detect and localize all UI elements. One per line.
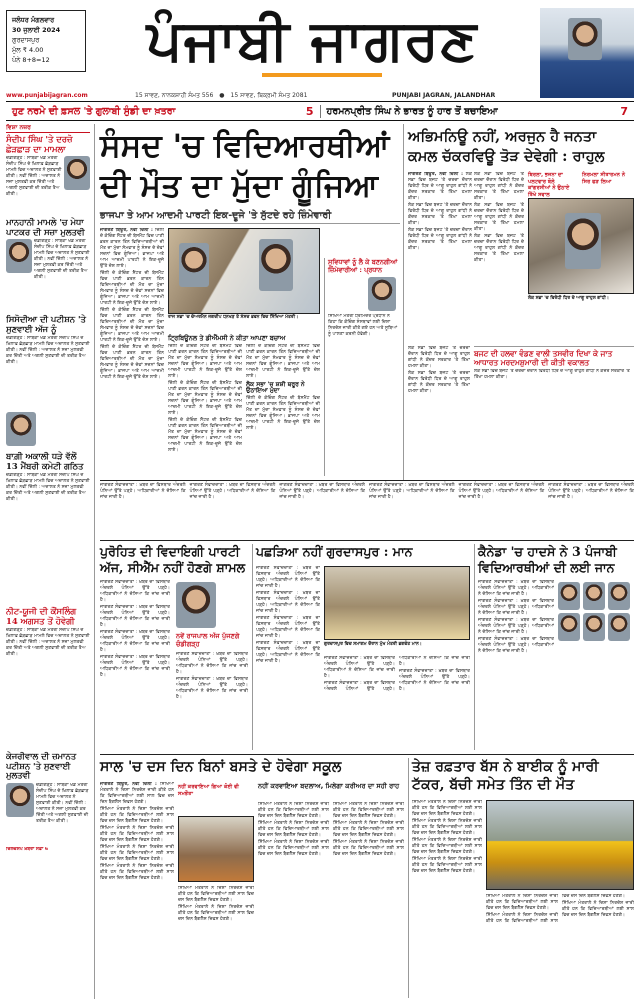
samvat2: 15 ਸਾਵਣ, ਬਿਕ੍ਰਮੀ ਸੰਮਤ 2081 bbox=[230, 92, 308, 99]
lead-dateline: ਜਾਗਰਣ ਬਿਊਰੋ, ਨਵੀਂ ਦਿੱਲੀ : bbox=[100, 228, 153, 233]
lead-column-2 bbox=[168, 344, 242, 476]
lead-col2-b: ਦਿੱਲੀ ਦੇ ਕੋਚਿੰਗ ਸੈਂਟਰ ਦੀ ਬੇਸਮੈਂਟ ਵਿਚ ਪਾਣੀ ਭਰਨ ਕਾਰਨ ਤਿੰਨ ਵਿਦਿਆਰਥੀਆਂ ਦੀ ਮੌਤ ਦਾ ਮੁੱਦਾ ਸੋਮਵਾਰ ਨੂੰ ਸੰਸਦ ਦੇ ਦੋਵਾਂ ਸਦਨਾਂ ਵਿਚ ਗੂੰਜਿਆ। ਭਾਜਪਾ ਅਤੇ ਆਮ ਆਦਮੀ ਪਾਰਟੀ ਨੇ ਇਕ-ਦੂਜੇ ਉੱਤੇ ਦੋਸ਼ ਲਾਏ। bbox=[168, 381, 242, 416]
purohit-body-6: ਜਾਗਰਣ ਸੰਵਾਦਦਾਤਾ : ਖ਼ਬਰ ਦਾ ਵਿਸਥਾਰ ਅੰਦਰਲੇ ਪੰਨਿਆਂ ਉੱਤੇ ਪੜ੍ਹੋ। ਅਧਿਕਾਰੀਆਂ ਨੇ ਦੱਸਿਆ ਕਿ ਜਾਂਚ ਜਾਰੀ ਹੈ। bbox=[176, 677, 248, 700]
mid-row-b: ਜਾਗਰਣ ਸੰਵਾਦਦਾਤਾ : ਖ਼ਬਰ ਦਾ ਵਿਸਥਾਰ ਅੰਦਰਲੇ ਪੰਨਿਆਂ ਉੱਤੇ ਪੜ੍ਹੋ। ਅਧਿਕਾਰੀਆਂ ਨੇ ਦੱਸਿਆ ਕਿ ਜਾਂਚ ਜਾਰੀ ਹੈ। bbox=[189, 483, 276, 500]
mann-photo-caption: ਗੁਰਦਾਸਪੁਰ ਵਿਚ ਸਮਾਗਮ ਦੌਰਾਨ ਮੁੱਖ ਮੰਤਰੀ ਭਗਵੰਤ ਮਾਨ। bbox=[324, 642, 422, 647]
right-divider bbox=[403, 124, 404, 480]
school-body-12: ਸਿੱਖਿਆ ਮੰਤਰਾਲੇ ਨੇ ਦਿਸ਼ਾ ਨਿਰਦੇਸ਼ ਜਾਰੀ ਕੀਤੇ ਹਨ ਕਿ ਵਿਦਿਆਰਥੀਆਂ ਲਈ ਸਾਲ ਵਿਚ ਦਸ ਦਿਨ ਬੈਗਲੈੱਸ ਦਿਵਸ ਹੋਣਗੇ। bbox=[333, 821, 404, 838]
mann-body-7: ਜਾਗਰਣ ਸੰਵਾਦਦਾਤਾ : ਖ਼ਬਰ ਦਾ ਵਿਸਥਾਰ ਅੰਦਰਲੇ ਪੰਨਿਆਂ ਉੱਤੇ ਪੜ੍ਹੋ। ਅਧਿਕਾਰੀਆਂ ਨੇ ਦੱਸਿਆ ਕਿ ਜਾਂਚ ਜਾਰੀ ਹੈ। bbox=[399, 669, 470, 692]
purohit-body-5: ਜਾਗਰਣ ਸੰਵਾਦਦਾਤਾ : ਖ਼ਬਰ ਦਾ ਵਿਸਥਾਰ ਅੰਦਰਲੇ ਪੰਨਿਆਂ ਉੱਤੇ ਪੜ੍ਹੋ। ਅਧਿਕਾਰੀਆਂ ਨੇ ਦੱਸਿਆ ਕਿ ਜਾਂਚ ਜਾਰੀ ਹੈ। bbox=[176, 652, 248, 675]
sidebar-body1: ਚੰਡੀਗੜ੍ਹ : ਸਾਬਕਾ ਖੇਡ ਮੰਤਰੀ ਸੰਦੀਪ ਸਿੰਘ ਦੇ ਖ਼ਿਲਾਫ਼ ਛੇੜਛਾੜ ਮਾਮਲੇ ਵਿਚ ਅਦਾਲਤ ਨੇ ਸੁਣਵਾਈ ਕੀਤੀ। ਨਵੀਂ ਦਿੱਲੀ : ਅਦਾਲਤ ਨੇ ਸਜ਼ਾ ਮੁਲਤਵੀ ਕਰ ਦਿੱਤੀ ਅਤੇ ਅਗਲੀ ਸੁਣਵਾਈ ਦੀ ਤਰੀਕ ਤੈਅ ਕੀਤੀ। bbox=[6, 156, 62, 197]
school-dateline: ਜਾਗਰਣ ਬਿਊਰੋ, ਨਵੀਂ ਦਿੱਲੀ : bbox=[100, 782, 157, 787]
teaser-left-page: 5 bbox=[305, 104, 314, 118]
rahul-body-2: ਲੋਕ ਸਭਾ ਵਿਚ ਬਜਟ 'ਤੇ ਚਰਚਾ ਦੌਰਾਨ ਵਿਰੋਧੀ ਧਿਰ ਦੇ ਆਗੂ ਰਾਹੁਲ ਗਾਂਧੀ ਨੇ ਕੇਂਦਰ ਸਰਕਾਰ 'ਤੇ ਤਿੱਖਾ ਹਮਲਾ ਕੀਤਾ। bbox=[408, 203, 472, 226]
athlete-face bbox=[568, 18, 602, 60]
rahul-photo-caption: ਲੋਕ ਸਭਾ 'ਚ ਵਿਰੋਧੀ ਧਿਰ ਦੇ ਆਗੂ ਰਾਹੁਲ ਗਾਂਧੀ। bbox=[528, 296, 609, 301]
rahul-face bbox=[565, 213, 601, 269]
canada-photos bbox=[558, 582, 634, 750]
mann-body-3: ਜਾਗਰਣ ਸੰਵਾਦਦਾਤਾ : ਖ਼ਬਰ ਦਾ ਵਿਸਥਾਰ ਅੰਦਰਲੇ ਪੰਨਿਆਂ ਉੱਤੇ ਪੜ੍ਹੋ। ਅਧਿਕਾਰੀਆਂ ਨੇ ਦੱਸਿਆ ਕਿ ਜਾਂਚ ਜਾਰੀ ਹੈ। bbox=[256, 616, 320, 639]
sidebar-section: ਵਿਸ਼ਾ ਨਜ਼ਰ bbox=[6, 124, 90, 133]
lead-photo-caption: ਰਾਜ ਸਭਾ 'ਚ ਚੇਅਰਮੈਨ ਜਗਦੀਪ ਧਨਖੜ ਤੇ ਸੰਸਦ ਭਵਨ ਵਿਚ ਸਿੱਖਿਆ ਮੰਤਰੀ। bbox=[168, 315, 299, 320]
mann-photo bbox=[324, 566, 470, 640]
sidebar-body4: ਚੰਡੀਗੜ੍ਹ : ਸਾਬਕਾ ਖੇਡ ਮੰਤਰੀ ਸੰਦੀਪ ਸਿੰਘ ਦੇ ਖ਼ਿਲਾਫ਼ ਛੇੜਛਾੜ ਮਾਮਲੇ ਵਿਚ ਅਦਾਲਤ ਨੇ ਸੁਣਵਾਈ ਕੀਤੀ। ਨਵੀਂ ਦਿੱਲੀ : ਅਦਾਲਤ ਨੇ ਸਜ਼ਾ ਮੁਲਤਵੀ ਕਰ ਦਿੱਤੀ ਅਤੇ ਅਗਲੀ ਸੁਣਵਾਈ ਦੀ ਤਰੀਕ ਤੈਅ ਕੀਤੀ। bbox=[6, 473, 90, 502]
rahul-kicker[interactable]: ਅਭਿਮਨਿਊ ਨਹੀਂ, ਅਰਜੁਨ ਹੈ ਜਨਤਾ bbox=[408, 128, 597, 145]
school-body-3: ਸਿੱਖਿਆ ਮੰਤਰਾਲੇ ਨੇ ਦਿਸ਼ਾ ਨਿਰਦੇਸ਼ ਜਾਰੀ ਕੀਤੇ ਹਨ ਕਿ ਵਿਦਿਆਰਥੀਆਂ ਲਈ ਸਾਲ ਵਿਚ ਦਸ ਦਿਨ ਬੈਗਲੈੱਸ ਦਿਵਸ ਹੋਣਗੇ। bbox=[100, 826, 174, 843]
date-box bbox=[6, 10, 86, 72]
sidebar-body2: ਚੰਡੀਗੜ੍ਹ : ਸਾਬਕਾ ਖੇਡ ਮੰਤਰੀ ਸੰਦੀਪ ਸਿੰਘ ਦੇ ਖ਼ਿਲਾਫ਼ ਛੇੜਛਾੜ ਮਾਮਲੇ ਵਿਚ ਅਦਾਲਤ ਨੇ ਸੁਣਵਾਈ ਕੀਤੀ। ਨਵੀਂ ਦਿੱਲੀ : ਅਦਾਲਤ ਨੇ ਸਜ਼ਾ ਮੁਲਤਵੀ ਕਰ ਦਿੱਤੀ ਅਤੇ ਅਗਲੀ ਸੁਣਵਾਈ ਦੀ ਤਰੀਕ ਤੈਅ ਕੀਤੀ। bbox=[34, 239, 90, 280]
lead-column-3 bbox=[246, 344, 320, 476]
bus-headline[interactable]: ਤੇਜ਼ ਰਫ਼ਤਾਰ ਬੱਸ ਨੇ ਬਾਈਕ ਨੂੰ ਮਾਰੀ ਟੱਕਰ, ਬੱਚੀ ਸਮੇਤ ਤਿੰਨ ਦੀ ਮੌਤ bbox=[412, 759, 599, 793]
rahul-dateline: ਜਾਗਰਣ ਬਿਊਰੋ, ਨਵੀਂ ਦਿੱਲੀ : bbox=[408, 172, 464, 177]
canada-photo-1 bbox=[558, 582, 580, 610]
bus-body-7: ਸਿੱਖਿਆ ਮੰਤਰਾਲੇ ਨੇ ਦਿਸ਼ਾ ਨਿਰਦੇਸ਼ ਜਾਰੀ ਕੀਤੇ ਹਨ ਕਿ ਵਿਦਿਆਰਥੀਆਂ ਲਈ ਸਾਲ ਵਿਚ ਦਸ ਦਿਨ ਬੈਗਲੈੱਸ ਦਿਵਸ ਹੋਣਗੇ। bbox=[562, 901, 634, 918]
sidebar bbox=[6, 124, 90, 999]
sidebar-h2[interactable]: ਮਾਨਹਾਨੀ ਮਾਮਲੇ 'ਚ ਮੇਧਾ ਪਾਟਕਰ ਦੀ ਸਜ਼ਾ ਮੁਲਤਵੀ bbox=[6, 217, 85, 237]
sidebar-photo-2 bbox=[6, 239, 32, 273]
lead-col2-c: ਦਿੱਲੀ ਦੇ ਕੋਚਿੰਗ ਸੈਂਟਰ ਦੀ ਬੇਸਮੈਂਟ ਵਿਚ ਪਾਣੀ ਭਰਨ ਕਾਰਨ ਤਿੰਨ ਵਿਦਿਆਰਥੀਆਂ ਦੀ ਮੌਤ ਦਾ ਮੁੱਦਾ ਸੋਮਵਾਰ ਨੂੰ ਸੰਸਦ ਦੇ ਦੋਵਾਂ ਸਦਨਾਂ ਵਿਚ ਗੂੰਜਿਆ। ਭਾਜਪਾ ਅਤੇ ਆਮ ਆਦਮੀ ਪਾਰਟੀ ਨੇ ਇਕ-ਦੂਜੇ ਉੱਤੇ ਦੋਸ਼ ਲਾਏ। bbox=[168, 418, 242, 453]
rahul-column-1 bbox=[408, 172, 472, 340]
bus-column-1 bbox=[412, 800, 482, 998]
school-body-4: ਸਿੱਖਿਆ ਮੰਤਰਾਲੇ ਨੇ ਦਿਸ਼ਾ ਨਿਰਦੇਸ਼ ਜਾਰੀ ਕੀਤੇ ਹਨ ਕਿ ਵਿਦਿਆਰਥੀਆਂ ਲਈ ਸਾਲ ਵਿਚ ਦਸ ਦਿਨ ਬੈਗਲੈੱਸ ਦਿਵਸ ਹੋਣਗੇ। bbox=[100, 845, 174, 862]
budget-box-body: ਲੋਕ ਸਭਾ ਵਿਚ ਬਜਟ 'ਤੇ ਚਰਚਾ ਦੌਰਾਨ ਵਿਰੋਧੀ ਧਿਰ ਦੇ ਆਗੂ ਰਾਹੁਲ ਗਾਂਧੀ ਨੇ ਕੇਂਦਰ ਸਰਕਾਰ 'ਤੇ ਤਿੱਖਾ ਹਮਲਾ ਕੀਤਾ। bbox=[474, 369, 630, 380]
lead-body-3: ਦਿੱਲੀ ਦੇ ਕੋਚਿੰਗ ਸੈਂਟਰ ਦੀ ਬੇਸਮੈਂਟ ਵਿਚ ਪਾਣੀ ਭਰਨ ਕਾਰਨ ਤਿੰਨ ਵਿਦਿਆਰਥੀਆਂ ਦੀ ਮੌਤ ਦਾ ਮੁੱਦਾ ਸੋਮਵਾਰ ਨੂੰ ਸੰਸਦ ਦੇ ਦੋਵਾਂ ਸਦਨਾਂ ਵਿਚ ਗੂੰਜਿਆ। ਭਾਜਪਾ ਅਤੇ ਆਮ ਆਦਮੀ ਪਾਰਟੀ ਨੇ ਇਕ-ਦੂਜੇ ਉੱਤੇ ਦੋਸ਼ ਲਾਏ। bbox=[100, 308, 164, 343]
date: 30 ਜੁਲਾਈ 2024 bbox=[12, 26, 61, 34]
sidebar-h6[interactable]: ਕੇਜਰੀਵਾਲ ਦੀ ਜ਼ਮਾਨਤ ਪਟੀਸ਼ਨ 'ਤੇ ਸੁਣਵਾਈ ਮੁਲਤਵੀ bbox=[6, 751, 77, 780]
rahul-column-3 bbox=[408, 346, 470, 476]
bus-body-3: ਸਿੱਖਿਆ ਮੰਤਰਾਲੇ ਨੇ ਦਿਸ਼ਾ ਨਿਰਦੇਸ਼ ਜਾਰੀ ਕੀਤੇ ਹਨ ਕਿ ਵਿਦਿਆਰਥੀਆਂ ਲਈ ਸਾਲ ਵਿਚ ਦਸ ਦਿਨ ਬੈਗਲੈੱਸ ਦਿਵਸ ਹੋਣਗੇ। bbox=[412, 838, 482, 855]
lead-photo-person-1 bbox=[179, 243, 209, 287]
purohit-headline[interactable]: ਪੁਰੋਹਿਤ ਦੀ ਵਿਦਾਇਗੀ ਪਾਰਟੀ ਅੱਜ, ਸੀਐੱਮ ਨਹੀਂ ਹੋਣਗੇ ਸ਼ਾਮਲ bbox=[100, 544, 246, 575]
lead-col3-b: ਦਿੱਲੀ ਦੇ ਕੋਚਿੰਗ ਸੈਂਟਰ ਦੀ ਬੇਸਮੈਂਟ ਵਿਚ ਪਾਣੀ ਭਰਨ ਕਾਰਨ ਤਿੰਨ ਵਿਦਿਆਰਥੀਆਂ ਦੀ ਮੌਤ ਦਾ ਮੁੱਦਾ ਸੋਮਵਾਰ ਨੂੰ ਸੰਸਦ ਦੇ ਦੋਵਾਂ ਸਦਨਾਂ ਵਿਚ ਗੂੰਜਿਆ। ਭਾਜਪਾ ਅਤੇ ਆਮ ਆਦਮੀ ਪਾਰਟੀ ਨੇ ਇਕ-ਦੂਜੇ ਉੱਤੇ ਦੋਸ਼ ਲਾਏ। bbox=[246, 396, 320, 431]
canada-body-1: ਜਾਗਰਣ ਸੰਵਾਦਦਾਤਾ : ਖ਼ਬਰ ਦਾ ਵਿਸਥਾਰ ਅੰਦਰਲੇ ਪੰਨਿਆਂ ਉੱਤੇ ਪੜ੍ਹੋ। ਅਧਿਕਾਰੀਆਂ ਨੇ ਦੱਸਿਆ ਕਿ ਜਾਂਚ ਜਾਰੀ ਹੈ। bbox=[478, 580, 554, 597]
edition: PUNJABI JAGRAN, JALANDHAR bbox=[392, 92, 496, 99]
bus-body-4: ਸਿੱਖਿਆ ਮੰਤਰਾਲੇ ਨੇ ਦਿਸ਼ਾ ਨਿਰਦੇਸ਼ ਜਾਰੀ ਕੀਤੇ ਹਨ ਕਿ ਵਿਦਿਆਰਥੀਆਂ ਲਈ ਸਾਲ ਵਿਚ ਦਸ ਦਿਨ ਬੈਗਲੈੱਸ ਦਿਵਸ ਹੋਣਗੇ। bbox=[412, 857, 482, 874]
bus-column-2 bbox=[486, 894, 634, 998]
rahul-body-6: ਲੋਕ ਸਭਾ ਵਿਚ ਬਜਟ 'ਤੇ ਚਰਚਾ ਦੌਰਾਨ ਵਿਰੋਧੀ ਧਿਰ ਦੇ ਆਗੂ ਰਾਹੁਲ ਗਾਂਧੀ ਨੇ ਕੇਂਦਰ ਸਰਕਾਰ 'ਤੇ ਤਿੱਖਾ ਹਮਲਾ ਕੀਤਾ। bbox=[474, 234, 524, 263]
purohit-body-4: ਜਾਗਰਣ ਸੰਵਾਦਦਾਤਾ : ਖ਼ਬਰ ਦਾ ਵਿਸਥਾਰ ਅੰਦਰਲੇ ਪੰਨਿਆਂ ਉੱਤੇ ਪੜ੍ਹੋ। ਅਧਿਕਾਰੀਆਂ ਨੇ ਦੱਸਿਆ ਕਿ ਜਾਂਚ ਜਾਰੀ ਹੈ। bbox=[100, 655, 170, 678]
sidebar-h1[interactable]: ਸੰਦੀਪ ਸਿੰਘ 'ਤੇ ਦਰਜ਼ੋ ਛੇੜਛਾੜ ਦਾ ਮਾਮਲਾ bbox=[6, 134, 73, 154]
rahul-photo bbox=[528, 198, 634, 294]
samvat1: 15 ਸਾਵਣ, ਨਾਨਕਸ਼ਾਹੀ ਸੰਮਤ 556 bbox=[135, 92, 214, 99]
canada-body-3: ਜਾਗਰਣ ਸੰਵਾਦਦਾਤਾ : ਖ਼ਬਰ ਦਾ ਵਿਸਥਾਰ ਅੰਦਰਲੇ ਪੰਨਿਆਂ ਉੱਤੇ ਪੜ੍ਹੋ। ਅਧਿਕਾਰੀਆਂ ਨੇ ਦੱਸਿਆ ਕਿ ਜਾਂਚ ਜਾਰੀ ਹੈ। bbox=[478, 618, 554, 635]
teaser-right-text: ਹਰਮਨਪ੍ਰੀਤ ਸਿੰਘ ਨੇ ਭਾਰਤ ਨੂੰ ਹਾਰ ਤੋਂ ਬਚਾਇਆ bbox=[326, 105, 498, 117]
teaser-left-text: ਹੁਣ ਨਰਮੇ ਦੀ ਫ਼ਸਲ 'ਤੇ ਗੁਲਾਬੀ ਸੁੰਡੀ ਦਾ ਖ਼ਤਰਾ bbox=[12, 105, 176, 117]
sidebar-h5[interactable]: ਨੀਟ-ਯੂਜੀ ਦੀ ਕੌਂਸਲਿੰਗ 14 ਅਗਸਤ ਤੋਂ ਹੋਵੇਗੀ bbox=[6, 606, 77, 626]
school-sub: ਨਹੀਂ ਕਰਵਾਇਆ ਗਿਆ ਕੋਈ ਵੀ ਸਮਝੌਤਾ bbox=[178, 784, 239, 797]
canada-photo-4 bbox=[558, 613, 580, 641]
date-place: ਜਲੰਧਰ ਮੰਗਲਵਾਰ bbox=[12, 16, 55, 24]
canada-photo-5 bbox=[583, 613, 605, 641]
lead-column-1 bbox=[100, 228, 164, 476]
sidebar-photo-1 bbox=[64, 156, 90, 190]
canada-body-4: ਜਾਗਰਣ ਸੰਵਾਦਦਾਤਾ : ਖ਼ਬਰ ਦਾ ਵਿਸਥਾਰ ਅੰਦਰਲੇ ਪੰਨਿਆਂ ਉੱਤੇ ਪੜ੍ਹੋ। ਅਧਿਕਾਰੀਆਂ ਨੇ ਦੱਸਿਆ ਕਿ ਜਾਂਚ ਜਾਰੀ ਹੈ। bbox=[478, 637, 554, 654]
mann-column bbox=[256, 566, 320, 750]
school-column-3 bbox=[258, 802, 404, 998]
middle-divider-2 bbox=[474, 544, 475, 750]
purohit-sub[interactable]: ਨਵੇਂ ਰਾਜਪਾਲ ਅੱਜ ਪੁੱਜਣਗੇ ਚੰਡੀਗੜ੍ਹ bbox=[176, 632, 240, 648]
budget-box bbox=[474, 346, 634, 476]
mid-row-text bbox=[100, 480, 634, 538]
teaser-strip bbox=[6, 101, 634, 121]
lead-box-title: ਸੁਵਿਧਾਵਾਂ ਨੂੰ ਲੈ ਕੇ ਬਣਨਗੀਆਂ ਜ਼ਿੰਮੇਵਾਰੀਆਂ : ਪ੍ਰਧਾਨ bbox=[328, 258, 398, 274]
teaser-right[interactable] bbox=[321, 105, 635, 118]
bottom-rule bbox=[100, 754, 634, 755]
website[interactable]: www.punjabijagran.com bbox=[6, 92, 88, 99]
masthead-orange-bar bbox=[262, 73, 382, 77]
bus-photo bbox=[486, 800, 634, 890]
sidebar-body6: ਚੰਡੀਗੜ੍ਹ : ਸਾਬਕਾ ਖੇਡ ਮੰਤਰੀ ਸੰਦੀਪ ਸਿੰਘ ਦੇ ਖ਼ਿਲਾਫ਼ ਛੇੜਛਾੜ ਮਾਮਲੇ ਵਿਚ ਅਦਾਲਤ ਨੇ ਸੁਣਵਾਈ ਕੀਤੀ। ਨਵੀਂ ਦਿੱਲੀ : ਅਦਾਲਤ ਨੇ ਸਜ਼ਾ ਮੁਲਤਵੀ ਕਰ ਦਿੱਤੀ ਅਤੇ ਅਗਲੀ ਸੁਣਵਾਈ ਦੀ ਤਰੀਕ ਤੈਅ ਕੀਤੀ। bbox=[36, 782, 89, 824]
bottom-divider bbox=[408, 758, 409, 998]
school-mid-head[interactable]: ਨਹੀਂ ਕਰਵਾਇਆ ਬਦਲਾਅ, ਮਿਲੇਗਾ ਕਰੀਅਰ ਦਾ ਸਹੀ ਰਾਹ bbox=[258, 782, 400, 790]
canada-photo-3 bbox=[608, 582, 630, 610]
rahul-body-1: ਲੋਕ ਸਭਾ ਵਿਚ ਬਜਟ 'ਤੇ ਚਰਚਾ ਦੌਰਾਨ ਵਿਰੋਧੀ ਧਿਰ ਦੇ ਆਗੂ ਰਾਹੁਲ ਗਾਂਧੀ ਨੇ ਕੇਂਦਰ ਸਰਕਾਰ 'ਤੇ ਤਿੱਖਾ ਹਮਲਾ ਕੀਤਾ। bbox=[408, 172, 472, 201]
lead-sub1[interactable]: ਟ੍ਰਿਬਿਊਨਲ ਤੇ ਡੀਐੱਮਸੀ ਨੇ ਕੀਤਾ ਆਪਣਾ ਬਚਾਅ bbox=[168, 334, 286, 342]
budget-box-title[interactable]: ਬਜਟ ਦੀ ਹਲਵਾ ਵੰਡਣ ਵਾਲੀ ਤਸਵੀਰ ਦਿਖਾ ਕੇ ਜਾਤ ਆਧਾਰਤ ਮਰਦਮਸ਼ੁਮਾਰੀ ਦੀ ਕੀਤੀ ਵਕਾਲਤ bbox=[474, 349, 613, 367]
mid-row-c: ਜਾਗਰਣ ਸੰਵਾਦਦਾਤਾ : ਖ਼ਬਰ ਦਾ ਵਿਸਥਾਰ ਅੰਦਰਲੇ ਪੰਨਿਆਂ ਉੱਤੇ ਪੜ੍ਹੋ। ਅਧਿਕਾਰੀਆਂ ਨੇ ਦੱਸਿਆ ਕਿ ਜਾਂਚ ਜਾਰੀ ਹੈ। bbox=[279, 483, 365, 500]
masthead-title: ਪੰਜਾਬੀ ਜਾਗਰਣ bbox=[146, 8, 478, 73]
school-body-11: ਸਿੱਖਿਆ ਮੰਤਰਾਲੇ ਨੇ ਦਿਸ਼ਾ ਨਿਰਦੇਸ਼ ਜਾਰੀ ਕੀਤੇ ਹਨ ਕਿ ਵਿਦਿਆਰਥੀਆਂ ਲਈ ਸਾਲ ਵਿਚ ਦਸ ਦਿਨ ਬੈਗਲੈੱਸ ਦਿਵਸ ਹੋਣਗੇ। bbox=[333, 802, 404, 819]
mann-body-4: ਜਾਗਰਣ ਸੰਵਾਦਦਾਤਾ : ਖ਼ਬਰ ਦਾ ਵਿਸਥਾਰ ਅੰਦਰਲੇ ਪੰਨਿਆਂ ਉੱਤੇ ਪੜ੍ਹੋ। ਅਧਿਕਾਰੀਆਂ ਨੇ ਦੱਸਿਆ ਕਿ ਜਾਂਚ ਜਾਰੀ ਹੈ। bbox=[256, 641, 320, 664]
lead-body-4: ਦਿੱਲੀ ਦੇ ਕੋਚਿੰਗ ਸੈਂਟਰ ਦੀ ਬੇਸਮੈਂਟ ਵਿਚ ਪਾਣੀ ਭਰਨ ਕਾਰਨ ਤਿੰਨ ਵਿਦਿਆਰਥੀਆਂ ਦੀ ਮੌਤ ਦਾ ਮੁੱਦਾ ਸੋਮਵਾਰ ਨੂੰ ਸੰਸਦ ਦੇ ਦੋਵਾਂ ਸਦਨਾਂ ਵਿਚ ਗੂੰਜਿਆ। ਭਾਜਪਾ ਅਤੇ ਆਮ ਆਦਮੀ ਪਾਰਟੀ ਨੇ ਇਕ-ਦੂਜੇ ਉੱਤੇ ਦੋਸ਼ ਲਾਏ। bbox=[100, 345, 164, 380]
canada-column bbox=[478, 580, 554, 750]
mann-body-6: ਜਾਗਰਣ ਸੰਵਾਦਦਾਤਾ : ਖ਼ਬਰ ਦਾ ਵਿਸਥਾਰ ਅੰਦਰਲੇ ਪੰਨਿਆਂ ਉੱਤੇ ਪੜ੍ਹੋ। ਅਧਿਕਾਰੀਆਂ ਨੇ ਦੱਸਿਆ ਕਿ ਜਾਂਚ ਜਾਰੀ ਹੈ। bbox=[324, 656, 470, 692]
sidebar-body3: ਚੰਡੀਗੜ੍ਹ : ਸਾਬਕਾ ਖੇਡ ਮੰਤਰੀ ਸੰਦੀਪ ਸਿੰਘ ਦੇ ਖ਼ਿਲਾਫ਼ ਛੇੜਛਾੜ ਮਾਮਲੇ ਵਿਚ ਅਦਾਲਤ ਨੇ ਸੁਣਵਾਈ ਕੀਤੀ। ਨਵੀਂ ਦਿੱਲੀ : ਅਦਾਲਤ ਨੇ ਸਜ਼ਾ ਮੁਲਤਵੀ ਕਰ ਦਿੱਤੀ ਅਤੇ ਅਗਲੀ ਸੁਣਵਾਈ ਦੀ ਤਰੀਕ ਤੈਅ ਕੀਤੀ। bbox=[6, 336, 90, 365]
athlete-photo bbox=[540, 8, 634, 98]
mann-body-2: ਜਾਗਰਣ ਸੰਵਾਦਦਾਤਾ : ਖ਼ਬਰ ਦਾ ਵਿਸਥਾਰ ਅੰਦਰਲੇ ਪੰਨਿਆਂ ਉੱਤੇ ਪੜ੍ਹੋ। ਅਧਿਕਾਰੀਆਂ ਨੇ ਦੱਸਿਆ ਕਿ ਜਾਂਚ ਜਾਰੀ ਹੈ। bbox=[256, 591, 320, 614]
lead-body-2: ਦਿੱਲੀ ਦੇ ਕੋਚਿੰਗ ਸੈਂਟਰ ਦੀ ਬੇਸਮੈਂਟ ਵਿਚ ਪਾਣੀ ਭਰਨ ਕਾਰਨ ਤਿੰਨ ਵਿਦਿਆਰਥੀਆਂ ਦੀ ਮੌਤ ਦਾ ਮੁੱਦਾ ਸੋਮਵਾਰ ਨੂੰ ਸੰਸਦ ਦੇ ਦੋਵਾਂ ਸਦਨਾਂ ਵਿਚ ਗੂੰਜਿਆ। ਭਾਜਪਾ ਅਤੇ ਆਮ ਆਦਮੀ ਪਾਰਟੀ ਨੇ ਇਕ-ਦੂਜੇ ਉੱਤੇ ਦੋਸ਼ ਲਾਏ। bbox=[100, 271, 164, 306]
sidebar-divider bbox=[94, 124, 95, 999]
school-body-1: ਸਿੱਖਿਆ ਮੰਤਰਾਲੇ ਨੇ ਦਿਸ਼ਾ ਨਿਰਦੇਸ਼ ਜਾਰੀ ਕੀਤੇ ਹਨ ਕਿ ਵਿਦਿਆਰਥੀਆਂ ਲਈ ਸਾਲ ਵਿਚ ਦਸ ਦਿਨ ਬੈਗਲੈੱਸ ਦਿਵਸ ਹੋਣਗੇ। bbox=[100, 782, 174, 805]
price: ਮੁੱਲ ₹ 4.00 bbox=[12, 46, 44, 54]
school-body-6: ਸਿੱਖਿਆ ਮੰਤਰਾਲੇ ਨੇ ਦਿਸ਼ਾ ਨਿਰਦੇਸ਼ ਜਾਰੀ ਕੀਤੇ ਹਨ ਕਿ ਵਿਦਿਆਰਥੀਆਂ ਲਈ ਸਾਲ ਵਿਚ ਦਸ ਦਿਨ ਬੈਗਲੈੱਸ ਦਿਵਸ ਹੋਣਗੇ। bbox=[178, 886, 254, 903]
middle-rule bbox=[100, 540, 634, 541]
lead-col3-a: ਦਿੱਲੀ ਦੇ ਕੋਚਿੰਗ ਸੈਂਟਰ ਦੀ ਬੇਸਮੈਂਟ ਵਿਚ ਪਾਣੀ ਭਰਨ ਕਾਰਨ ਤਿੰਨ ਵਿਦਿਆਰਥੀਆਂ ਦੀ ਮੌਤ ਦਾ ਮੁੱਦਾ ਸੋਮਵਾਰ ਨੂੰ ਸੰਸਦ ਦੇ ਦੋਵਾਂ ਸਦਨਾਂ ਵਿਚ ਗੂੰਜਿਆ। ਭਾਜਪਾ ਅਤੇ ਆਮ ਆਦਮੀ ਪਾਰਟੀ ਨੇ ਇਕ-ਦੂਜੇ ਉੱਤੇ ਦੋਸ਼ ਲਾਏ। bbox=[246, 344, 320, 379]
teaser-right-page: 7 bbox=[620, 104, 628, 118]
canada-photo-2 bbox=[583, 582, 605, 610]
rahul-body-5: ਲੋਕ ਸਭਾ ਵਿਚ ਬਜਟ 'ਤੇ ਚਰਚਾ ਦੌਰਾਨ ਵਿਰੋਧੀ ਧਿਰ ਦੇ ਆਗੂ ਰਾਹੁਲ ਗਾਂਧੀ ਨੇ ਕੇਂਦਰ ਸਰਕਾਰ 'ਤੇ ਤਿੱਖਾ ਹਮਲਾ ਕੀਤਾ। bbox=[474, 203, 524, 232]
mann-body-1: ਜਾਗਰਣ ਸੰਵਾਦਦਾਤਾ : ਖ਼ਬਰ ਦਾ ਵਿਸਥਾਰ ਅੰਦਰਲੇ ਪੰਨਿਆਂ ਉੱਤੇ ਪੜ੍ਹੋ। ਅਧਿਕਾਰੀਆਂ ਨੇ ਦੱਸਿਆ ਕਿ ਜਾਂਚ ਜਾਰੀ ਹੈ। bbox=[256, 566, 320, 589]
mann-body-5: ਜਾਗਰਣ ਸੰਵਾਦਦਾਤਾ : ਖ਼ਬਰ ਦਾ ਵਿਸਥਾਰ ਅੰਦਰਲੇ ਪੰਨਿਆਂ ਉੱਤੇ ਪੜ੍ਹੋ। ਅਧਿਕਾਰੀਆਂ ਨੇ ਦੱਸਿਆ ਕਿ ਜਾਂਚ ਜਾਰੀ ਹੈ। bbox=[324, 656, 395, 679]
rahul-bullet-2: ਨਿਰਮਲਾ ਸੀਤਾਰਮਨ ਨੇ ਸਿਰ ਫੜ ਲਿਆ bbox=[582, 172, 626, 185]
canada-body-2: ਜਾਗਰਣ ਸੰਵਾਦਦਾਤਾ : ਖ਼ਬਰ ਦਾ ਵਿਸਥਾਰ ਅੰਦਰਲੇ ਪੰਨਿਆਂ ਉੱਤੇ ਪੜ੍ਹੋ। ਅਧਿਕਾਰੀਆਂ ਨੇ ਦੱਸਿਆ ਕਿ ਜਾਂਚ ਜਾਰੀ ਹੈ। bbox=[478, 599, 554, 616]
mann-column-2 bbox=[324, 656, 470, 750]
canada-photo-6 bbox=[608, 613, 630, 641]
sidebar-footer[interactable]: ਦਿਲਚਸਪ ਖ਼ਬਰਾਂ ਸਫ਼ਾ 6 bbox=[6, 846, 49, 852]
school-body-2: ਸਿੱਖਿਆ ਮੰਤਰਾਲੇ ਨੇ ਦਿਸ਼ਾ ਨਿਰਦੇਸ਼ ਜਾਰੀ ਕੀਤੇ ਹਨ ਕਿ ਵਿਦਿਆਰਥੀਆਂ ਲਈ ਸਾਲ ਵਿਚ ਦਸ ਦਿਨ ਬੈਗਲੈੱਸ ਦਿਵਸ ਹੋਣਗੇ। bbox=[100, 807, 174, 824]
mid-row-d: ਜਾਗਰਣ ਸੰਵਾਦਦਾਤਾ : ਖ਼ਬਰ ਦਾ ਵਿਸਥਾਰ ਅੰਦਰਲੇ ਪੰਨਿਆਂ ਉੱਤੇ ਪੜ੍ਹੋ। ਅਧਿਕਾਰੀਆਂ ਨੇ ਦੱਸਿਆ ਕਿ ਜਾਂਚ ਜਾਰੀ ਹੈ। bbox=[368, 483, 455, 500]
school-body-10: ਸਿੱਖਿਆ ਮੰਤਰਾਲੇ ਨੇ ਦਿਸ਼ਾ ਨਿਰਦੇਸ਼ ਜਾਰੀ ਕੀਤੇ ਹਨ ਕਿ ਵਿਦਿਆਰਥੀਆਂ ਲਈ ਸਾਲ ਵਿਚ ਦਸ ਦਿਨ ਬੈਗਲੈੱਸ ਦਿਵਸ ਹੋਣਗੇ। bbox=[258, 840, 329, 857]
purohit-photo bbox=[176, 582, 216, 628]
sidebar-photo-4 bbox=[6, 783, 34, 817]
school-photo bbox=[178, 816, 254, 882]
lead-box-photo bbox=[368, 277, 396, 311]
bus-body-5: ਸਿੱਖਿਆ ਮੰਤਰਾਲੇ ਨੇ ਦਿਸ਼ਾ ਨਿਰਦੇਸ਼ ਜਾਰੀ ਕੀਤੇ ਹਨ ਕਿ ਵਿਦਿਆਰਥੀਆਂ ਲਈ ਸਾਲ ਵਿਚ ਦਸ ਦਿਨ ਬੈਗਲੈੱਸ ਦਿਵਸ ਹੋਣਗੇ। bbox=[486, 894, 558, 911]
purohit-body-2: ਜਾਗਰਣ ਸੰਵਾਦਦਾਤਾ : ਖ਼ਬਰ ਦਾ ਵਿਸਥਾਰ ਅੰਦਰਲੇ ਪੰਨਿਆਂ ਉੱਤੇ ਪੜ੍ਹੋ। ਅਧਿਕਾਰੀਆਂ ਨੇ ਦੱਸਿਆ ਕਿ ਜਾਂਚ ਜਾਰੀ ਹੈ। bbox=[100, 605, 170, 628]
lead-box bbox=[324, 258, 400, 476]
school-headline[interactable]: ਸਾਲ 'ਚ ਦਸ ਦਿਨ ਬਿਨਾਂ ਬਸਤੇ ਦੇ ਹੋਵੇਗਾ ਸਕੂਲ bbox=[100, 759, 342, 775]
mann-headline[interactable]: ਪਛੜਿਆ ਨਹੀਂ ਗੁਰਦਾਸਪੁਰ : ਮਾਨ bbox=[256, 544, 413, 559]
day: ਗੁਰਦਾਸਪੁਰ bbox=[12, 36, 40, 44]
mid-row-a: ਜਾਗਰਣ ਸੰਵਾਦਦਾਤਾ : ਖ਼ਬਰ ਦਾ ਵਿਸਥਾਰ ਅੰਦਰਲੇ ਪੰਨਿਆਂ ਉੱਤੇ ਪੜ੍ਹੋ। ਅਧਿਕਾਰੀਆਂ ਨੇ ਦੱਸਿਆ ਕਿ ਜਾਂਚ ਜਾਰੀ ਹੈ। bbox=[100, 483, 186, 500]
rahul-headline[interactable]: ਕਮਲ ਚੱਕਰਵਿਊ ਤੋੜ ਦੇਵੇਗੀ : ਰਾਹੁਲ bbox=[408, 148, 605, 165]
lead-col2-a: ਦਿੱਲੀ ਦੇ ਕੋਚਿੰਗ ਸੈਂਟਰ ਦੀ ਬੇਸਮੈਂਟ ਵਿਚ ਪਾਣੀ ਭਰਨ ਕਾਰਨ ਤਿੰਨ ਵਿਦਿਆਰਥੀਆਂ ਦੀ ਮੌਤ ਦਾ ਮੁੱਦਾ ਸੋਮਵਾਰ ਨੂੰ ਸੰਸਦ ਦੇ ਦੋਵਾਂ ਸਦਨਾਂ ਵਿਚ ਗੂੰਜਿਆ। ਭਾਜਪਾ ਅਤੇ ਆਮ ਆਦਮੀ ਪਾਰਟੀ ਨੇ ਇਕ-ਦੂਜੇ ਉੱਤੇ ਦੋਸ਼ ਲਾਏ। bbox=[168, 344, 242, 379]
lead-subhead: ਭਾਜਪਾ ਤੇ ਆਮ ਆਦਮੀ ਪਾਰਟੀ ਇਕ-ਦੂਜੇ 'ਤੇ ਸੁੱਟਦੇ ਰਹੇ ਜ਼ਿੰਮੇਵਾਰੀ bbox=[100, 210, 400, 224]
rahul-body-4: ਲੋਕ ਸਭਾ ਵਿਚ ਬਜਟ 'ਤੇ ਚਰਚਾ ਦੌਰਾਨ ਵਿਰੋਧੀ ਧਿਰ ਦੇ ਆਗੂ ਰਾਹੁਲ ਗਾਂਧੀ ਨੇ ਕੇਂਦਰ ਸਰਕਾਰ 'ਤੇ ਤਿੱਖਾ ਹਮਲਾ ਕੀਤਾ। bbox=[474, 172, 524, 201]
samvat-line: 15 ਸਾਵਣ, ਨਾਨਕਸ਼ਾਹੀ ਸੰਮਤ 556 ● 15 ਸਾਵਣ, ਬਿਕ੍ਰਮੀ ਸੰਮਤ 2081 bbox=[135, 92, 308, 99]
rahul-body-8: ਲੋਕ ਸਭਾ ਵਿਚ ਬਜਟ 'ਤੇ ਚਰਚਾ ਦੌਰਾਨ ਵਿਰੋਧੀ ਧਿਰ ਦੇ ਆਗੂ ਰਾਹੁਲ ਗਾਂਧੀ ਨੇ ਕੇਂਦਰ ਸਰਕਾਰ 'ਤੇ ਤਿੱਖਾ ਹਮਲਾ ਕੀਤਾ। bbox=[408, 371, 470, 394]
school-body-7: ਸਿੱਖਿਆ ਮੰਤਰਾਲੇ ਨੇ ਦਿਸ਼ਾ ਨਿਰਦੇਸ਼ ਜਾਰੀ ਕੀਤੇ ਹਨ ਕਿ ਵਿਦਿਆਰਥੀਆਂ ਲਈ ਸਾਲ ਵਿਚ ਦਸ ਦਿਨ ਬੈਗਲੈੱਸ ਦਿਵਸ ਹੋਣਗੇ। bbox=[178, 905, 254, 922]
canada-headline[interactable]: ਕੈਨੇਡਾ 'ਚ ਹਾਦਸੇ ਨੇ 3 ਪੰਜਾਬੀ ਵਿਦਿਆਰਥੀਆਂ ਦੀ ਲਈ ਜਾਨ bbox=[478, 544, 617, 575]
bus-body-6: ਸਿੱਖਿਆ ਮੰਤਰਾਲੇ ਨੇ ਦਿਸ਼ਾ ਨਿਰਦੇਸ਼ ਜਾਰੀ ਕੀਤੇ ਹਨ ਕਿ ਵਿਦਿਆਰਥੀਆਂ ਲਈ ਸਾਲ ਵਿਚ ਦਸ ਦਿਨ ਬੈਗਲੈੱਸ ਦਿਵਸ ਹੋਣਗੇ। bbox=[486, 894, 626, 924]
purohit-body-3: ਜਾਗਰਣ ਸੰਵਾਦਦਾਤਾ : ਖ਼ਬਰ ਦਾ ਵਿਸਥਾਰ ਅੰਦਰਲੇ ਪੰਨਿਆਂ ਉੱਤੇ ਪੜ੍ਹੋ। ਅਧਿਕਾਰੀਆਂ ਨੇ ਦੱਸਿਆ ਕਿ ਜਾਂਚ ਜਾਰੀ ਹੈ। bbox=[100, 630, 170, 653]
rahul-column-2 bbox=[474, 172, 524, 340]
lead-sub2[interactable]: ਲੋਕ ਸਭਾ 'ਚ ਸ਼ਸ਼ੀ ਥਰੂਰ ਨੇ ਉਠਾਇਆ ਮੁੱਦਾ bbox=[246, 381, 305, 394]
lead-body-1: ਦਿੱਲੀ ਦੇ ਕੋਚਿੰਗ ਸੈਂਟਰ ਦੀ ਬੇਸਮੈਂਟ ਵਿਚ ਪਾਣੀ ਭਰਨ ਕਾਰਨ ਤਿੰਨ ਵਿਦਿਆਰਥੀਆਂ ਦੀ ਮੌਤ ਦਾ ਮੁੱਦਾ ਸੋਮਵਾਰ ਨੂੰ ਸੰਸਦ ਦੇ ਦੋਵਾਂ ਸਦਨਾਂ ਵਿਚ ਗੂੰਜਿਆ। ਭਾਜਪਾ ਅਤੇ ਆਮ ਆਦਮੀ ਪਾਰਟੀ ਨੇ ਇਕ-ਦੂਜੇ ਉੱਤੇ ਦੋਸ਼ ਲਾਏ। bbox=[100, 228, 164, 269]
sidebar-body5: ਚੰਡੀਗੜ੍ਹ : ਸਾਬਕਾ ਖੇਡ ਮੰਤਰੀ ਸੰਦੀਪ ਸਿੰਘ ਦੇ ਖ਼ਿਲਾਫ਼ ਛੇੜਛਾੜ ਮਾਮਲੇ ਵਿਚ ਅਦਾਲਤ ਨੇ ਸੁਣਵਾਈ ਕੀਤੀ। ਨਵੀਂ ਦਿੱਲੀ : ਅਦਾਲਤ ਨੇ ਸਜ਼ਾ ਮੁਲਤਵੀ ਕਰ ਦਿੱਤੀ ਅਤੇ ਅਗਲੀ ਸੁਣਵਾਈ ਦੀ ਤਰੀਕ ਤੈਅ ਕੀਤੀ। bbox=[6, 628, 90, 657]
rahul-bullet-1: ਬਿਰਲਾ, ਭਜਨਾ ਦਾ ਪਲਟਵਾਰ ਬੋਲੇ ਕਾਂਗਰਸੀਆਂ ਨੇ ਉਠਾਏ ਤਿੱਖੇ ਸਵਾਲ bbox=[528, 172, 570, 198]
lead-headline-2[interactable]: ਦੀ ਮੌਤ ਦਾ ਮੁੱਦਾ ਗੂੰਜਿਆ bbox=[100, 168, 378, 204]
lead-photo bbox=[168, 228, 320, 314]
school-body-8: ਸਿੱਖਿਆ ਮੰਤਰਾਲੇ ਨੇ ਦਿਸ਼ਾ ਨਿਰਦੇਸ਼ ਜਾਰੀ ਕੀਤੇ ਹਨ ਕਿ ਵਿਦਿਆਰਥੀਆਂ ਲਈ ਸਾਲ ਵਿਚ ਦਸ ਦਿਨ ਬੈਗਲੈੱਸ ਦਿਵਸ ਹੋਣਗੇ। bbox=[258, 802, 329, 819]
lead-photo-person-2 bbox=[259, 239, 293, 291]
school-column-1 bbox=[100, 782, 174, 998]
pages: ਪੰਨੇ 8+8=12 bbox=[12, 56, 50, 64]
rahul-body-3: ਲੋਕ ਸਭਾ ਵਿਚ ਬਜਟ 'ਤੇ ਚਰਚਾ ਦੌਰਾਨ ਵਿਰੋਧੀ ਧਿਰ ਦੇ ਆਗੂ ਰਾਹੁਲ ਗਾਂਧੀ ਨੇ ਕੇਂਦਰ ਸਰਕਾਰ 'ਤੇ ਤਿੱਖਾ ਹਮਲਾ ਕੀਤਾ। bbox=[408, 228, 472, 251]
purohit-column bbox=[100, 580, 170, 750]
purohit-column-2 bbox=[176, 652, 248, 750]
lead-headline-1[interactable]: ਸੰਸਦ 'ਚ ਵਿਦਿਆਰਥੀਆਂ bbox=[100, 128, 390, 164]
school-body-9: ਸਿੱਖਿਆ ਮੰਤਰਾਲੇ ਨੇ ਦਿਸ਼ਾ ਨਿਰਦੇਸ਼ ਜਾਰੀ ਕੀਤੇ ਹਨ ਕਿ ਵਿਦਿਆਰਥੀਆਂ ਲਈ ਸਾਲ ਵਿਚ ਦਸ ਦਿਨ ਬੈਗਲੈੱਸ ਦਿਵਸ ਹੋਣਗੇ। bbox=[258, 821, 329, 838]
sidebar-h4[interactable]: ਬਾਗ਼ੀ ਅਕਾਲੀ ਧੜੇ ਵੱਲੋਂ 13 ਮੈਂਬਰੀ ਕਮੇਟੀ ਗਠਿਤ bbox=[6, 451, 84, 471]
bus-body-2: ਸਿੱਖਿਆ ਮੰਤਰਾਲੇ ਨੇ ਦਿਸ਼ਾ ਨਿਰਦੇਸ਼ ਜਾਰੀ ਕੀਤੇ ਹਨ ਕਿ ਵਿਦਿਆਰਥੀਆਂ ਲਈ ਸਾਲ ਵਿਚ ਦਸ ਦਿਨ ਬੈਗਲੈੱਸ ਦਿਵਸ ਹੋਣਗੇ। bbox=[412, 819, 482, 836]
mid-row-f: ਜਾਗਰਣ ਸੰਵਾਦਦਾਤਾ : ਖ਼ਬਰ ਦਾ ਵਿਸਥਾਰ ਅੰਦਰਲੇ ਪੰਨਿਆਂ ਉੱਤੇ ਪੜ੍ਹੋ। ਅਧਿਕਾਰੀਆਂ ਨੇ ਦੱਸਿਆ ਕਿ ਜਾਂਚ ਜਾਰੀ ਹੈ। bbox=[548, 483, 634, 500]
school-body-13: ਸਿੱਖਿਆ ਮੰਤਰਾਲੇ ਨੇ ਦਿਸ਼ਾ ਨਿਰਦੇਸ਼ ਜਾਰੀ ਕੀਤੇ ਹਨ ਕਿ ਵਿਦਿਆਰਥੀਆਂ ਲਈ ਸਾਲ ਵਿਚ ਦਸ ਦਿਨ ਬੈਗਲੈੱਸ ਦਿਵਸ ਹੋਣਗੇ। bbox=[333, 840, 404, 857]
lead-box-body: ਸਿੱਖਿਆ ਮੰਤਰੀ ਧਰਮਿੰਦਰ ਪ੍ਰਧਾਨ ਨੇ ਕਿਹਾ ਕਿ ਕੋਚਿੰਗ ਸੰਸਥਾਵਾਂ ਲਈ ਦਿਸ਼ਾ ਨਿਰਦੇਸ਼ ਜਾਰੀ ਕੀਤੇ ਗਏ ਹਨ ਅਤੇ ਸੂਬਿਆਂ ਨੂੰ ਪਾਲਣਾ ਕਰਨੀ ਹੋਵੇਗੀ। bbox=[328, 314, 398, 337]
school-body-5: ਸਿੱਖਿਆ ਮੰਤਰਾਲੇ ਨੇ ਦਿਸ਼ਾ ਨਿਰਦੇਸ਼ ਜਾਰੀ ਕੀਤੇ ਹਨ ਕਿ ਵਿਦਿਆਰਥੀਆਂ ਲਈ ਸਾਲ ਵਿਚ ਦਸ ਦਿਨ ਬੈਗਲੈੱਸ ਦਿਵਸ ਹੋਣਗੇ। bbox=[100, 864, 174, 881]
sidebar-h3[interactable]: ਸਿਸੋਦੀਆ ਦੀ ਪਟੀਸ਼ਨ 'ਤੇ ਸੁਣਵਾਈ ਅੱਜ ਨੂੰ bbox=[6, 314, 86, 334]
purohit-body-1: ਜਾਗਰਣ ਸੰਵਾਦਦਾਤਾ : ਖ਼ਬਰ ਦਾ ਵਿਸਥਾਰ ਅੰਦਰਲੇ ਪੰਨਿਆਂ ਉੱਤੇ ਪੜ੍ਹੋ। ਅਧਿਕਾਰੀਆਂ ਨੇ ਦੱਸਿਆ ਕਿ ਜਾਂਚ ਜਾਰੀ ਹੈ। bbox=[100, 580, 170, 603]
bus-body-1: ਸਿੱਖਿਆ ਮੰਤਰਾਲੇ ਨੇ ਦਿਸ਼ਾ ਨਿਰਦੇਸ਼ ਜਾਰੀ ਕੀਤੇ ਹਨ ਕਿ ਵਿਦਿਆਰਥੀਆਂ ਲਈ ਸਾਲ ਵਿਚ ਦਸ ਦਿਨ ਬੈਗਲੈੱਸ ਦਿਵਸ ਹੋਣਗੇ। bbox=[412, 800, 482, 817]
mid-row-e: ਜਾਗਰਣ ਸੰਵਾਦਦਾਤਾ : ਖ਼ਬਰ ਦਾ ਵਿਸਥਾਰ ਅੰਦਰਲੇ ਪੰਨਿਆਂ ਉੱਤੇ ਪੜ੍ਹੋ। ਅਧਿਕਾਰੀਆਂ ਨੇ ਦੱਸਿਆ ਕਿ ਜਾਂਚ ਜਾਰੀ ਹੈ। bbox=[458, 483, 545, 500]
school-column-2 bbox=[178, 886, 254, 998]
rahul-body-7: ਲੋਕ ਸਭਾ ਵਿਚ ਬਜਟ 'ਤੇ ਚਰਚਾ ਦੌਰਾਨ ਵਿਰੋਧੀ ਧਿਰ ਦੇ ਆਗੂ ਰਾਹੁਲ ਗਾਂਧੀ ਨੇ ਕੇਂਦਰ ਸਰਕਾਰ 'ਤੇ ਤਿੱਖਾ ਹਮਲਾ ਕੀਤਾ। bbox=[408, 346, 470, 369]
middle-divider-1 bbox=[252, 544, 253, 750]
teaser-left[interactable] bbox=[6, 105, 321, 118]
